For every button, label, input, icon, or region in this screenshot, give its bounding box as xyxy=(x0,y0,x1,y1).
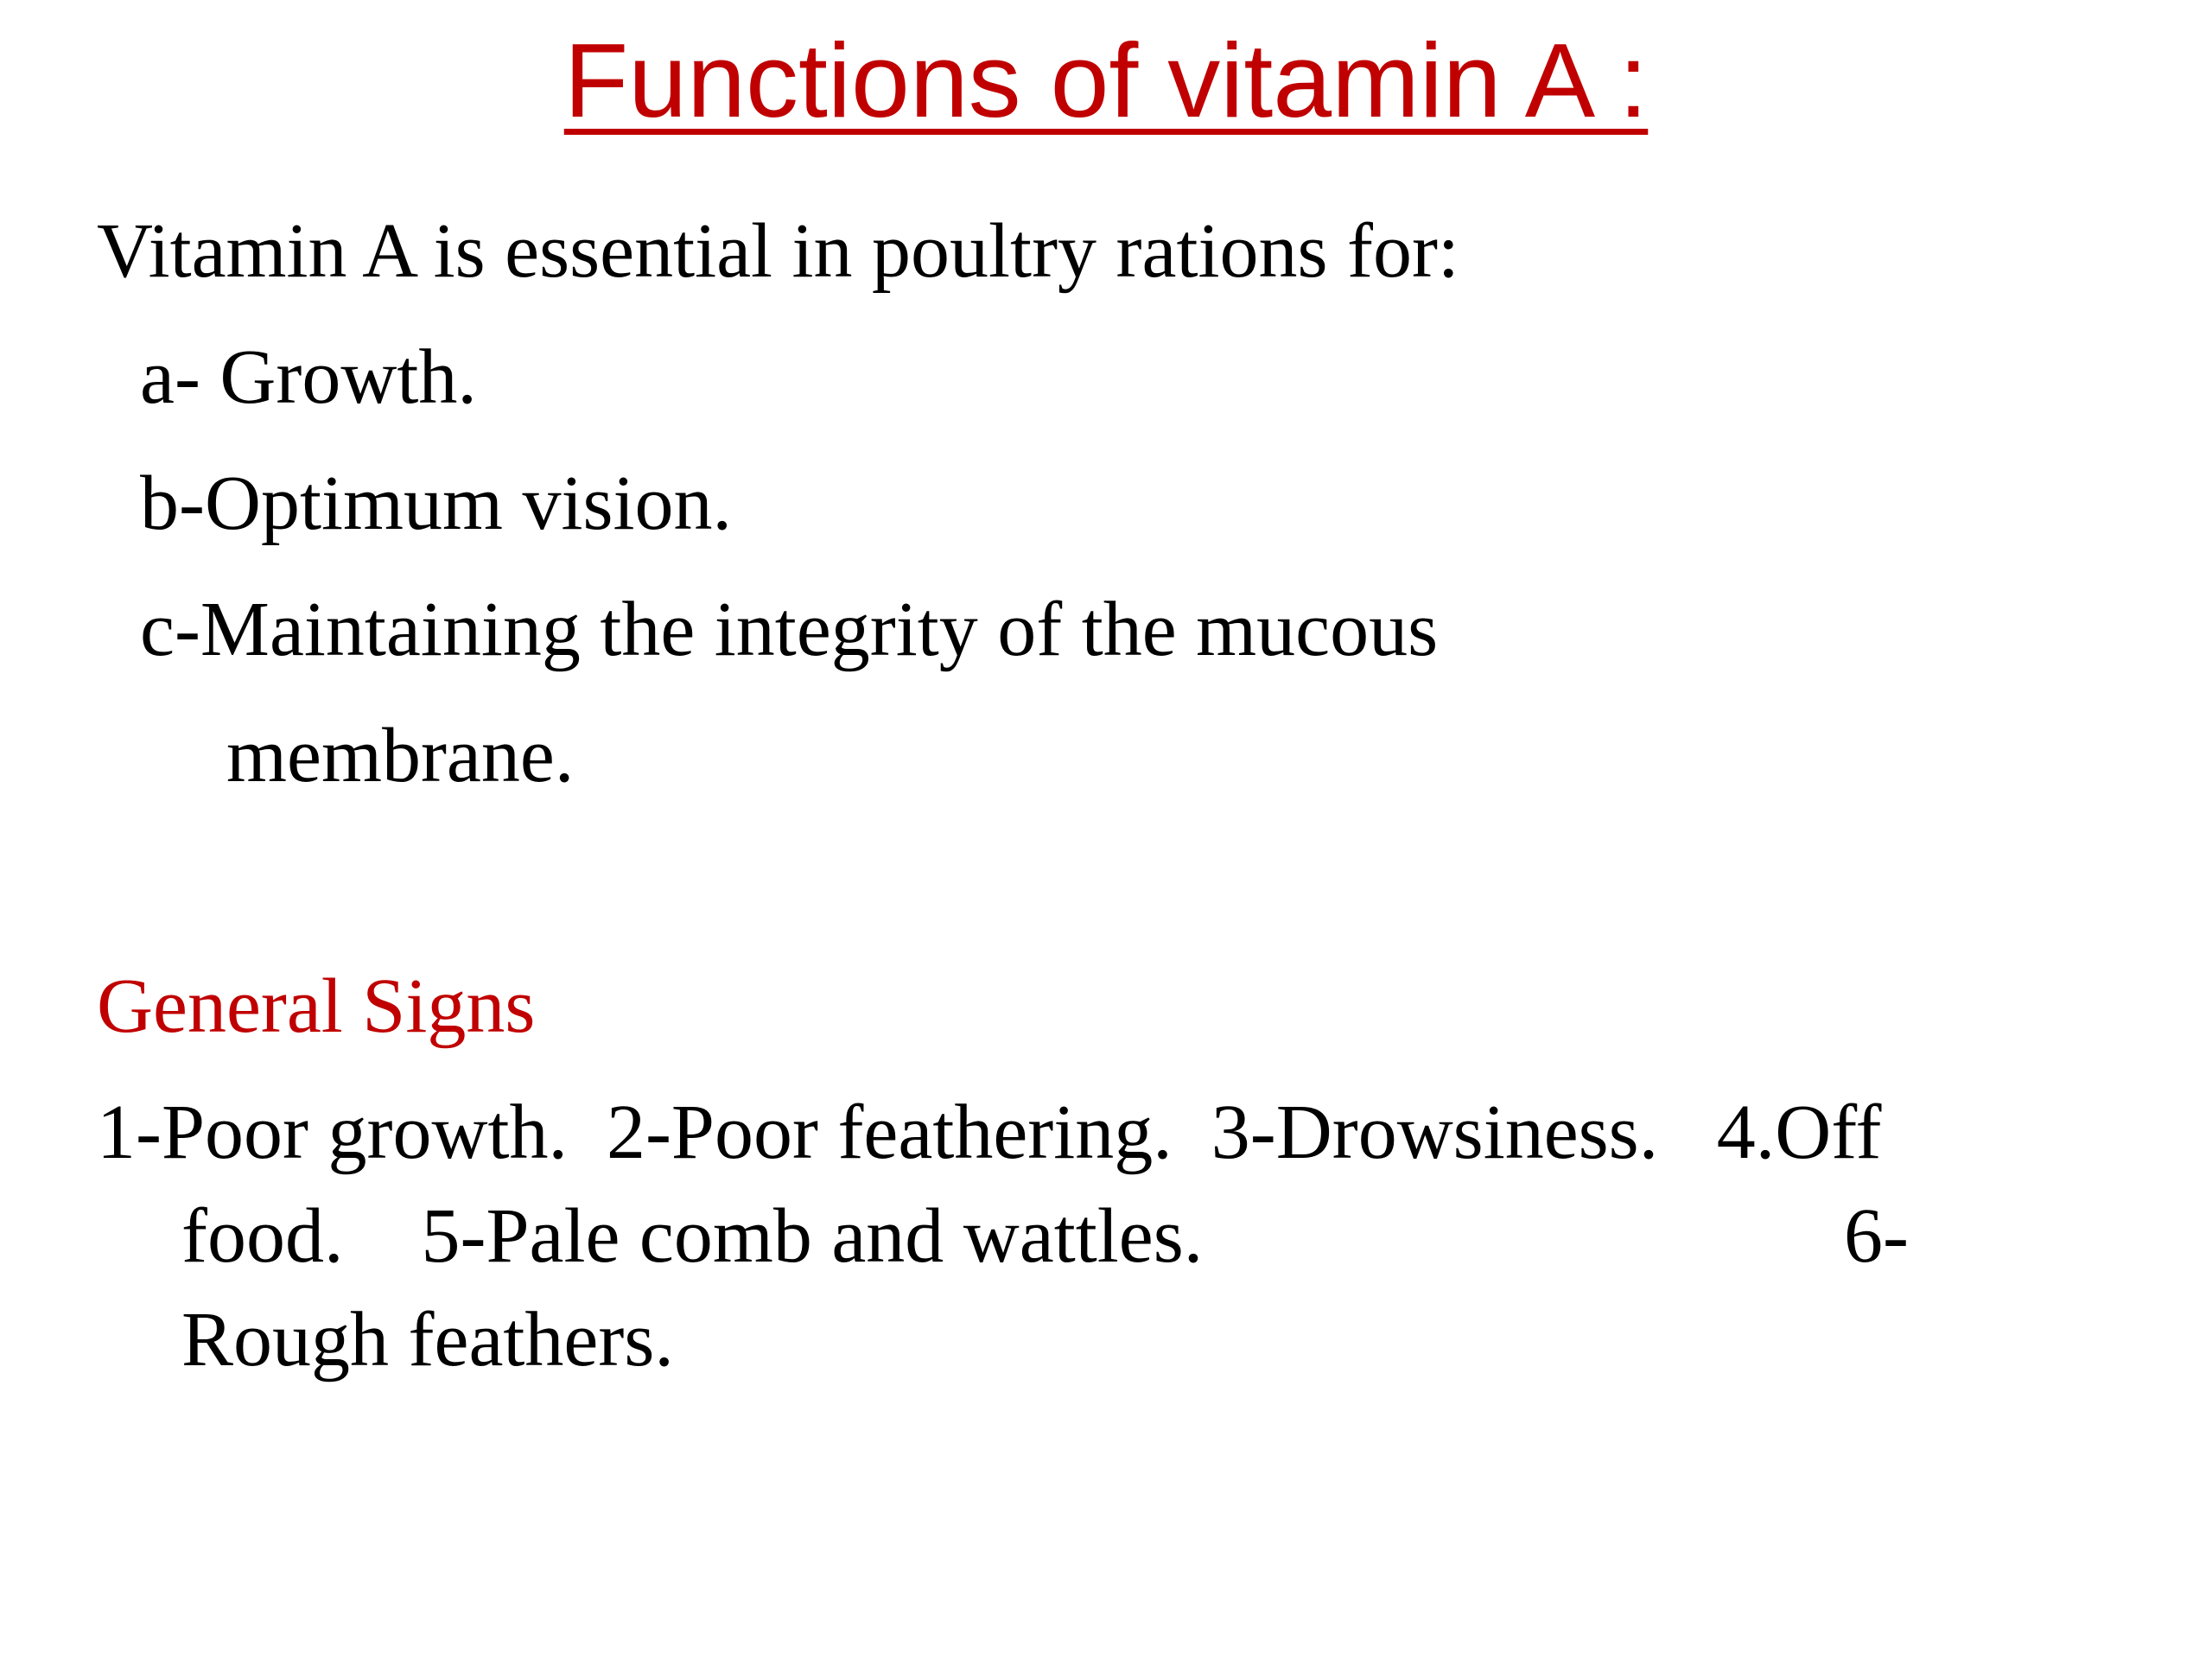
intro-text: Vitamin A is essential in poultry rations for: xyxy=(97,208,1459,294)
function-item-growth: a- Growth. xyxy=(140,334,477,420)
slide-title: Functions of vitamin A : xyxy=(563,22,1649,139)
function-item-mucous: c-Maintaining the integrity of the mucous xyxy=(140,587,1439,672)
signs-line-2: food. 5-Pale comb and wattles. xyxy=(181,1193,1204,1279)
signs-line-2-end: 6- xyxy=(1844,1193,1909,1279)
function-item-mucous-cont: membrane. xyxy=(226,713,575,798)
signs-heading: General Signs xyxy=(97,963,536,1049)
signs-line-3: Rough feathers. xyxy=(181,1297,674,1382)
signs-line-1: 1-Poor growth. 2-Poor feathering. 3-Drowsiness. 4.Off xyxy=(97,1090,1882,1175)
function-item-vision: b-Optimum vision. xyxy=(140,461,733,546)
